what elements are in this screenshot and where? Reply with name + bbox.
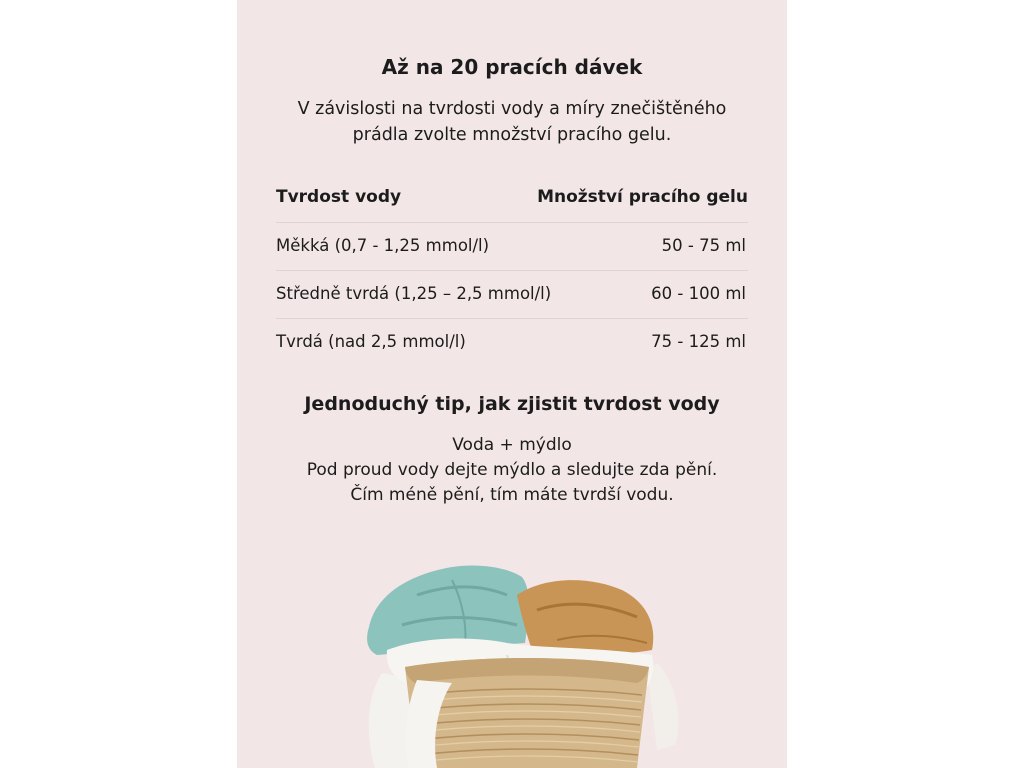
- column-header-hardness: Tvrdost vody: [276, 187, 402, 207]
- table-row: [276, 222, 748, 270]
- laundry-basket-illustration: [357, 555, 687, 768]
- intro-line: prádla zvolte množství pracího gelu.: [352, 125, 672, 145]
- tip-line: Pod proud vody dejte mýdlo a sledujte zda pění.: [306, 460, 718, 480]
- info-panel: [237, 0, 787, 768]
- tip-text: [257, 433, 767, 508]
- intro-text: [277, 96, 747, 148]
- amount-cell: 60 - 100 ml: [651, 284, 746, 303]
- hardness-cell: Měkká (0,7 - 1,25 mmol/l): [276, 236, 490, 255]
- column-header-amount: Množství pracího gelu: [537, 187, 748, 207]
- dosage-table: [276, 180, 748, 366]
- table-row: [276, 270, 748, 318]
- tip-title: Jednoduchý tip, jak zjistit tvrdost vody: [304, 393, 720, 415]
- amount-cell: 75 - 125 ml: [651, 332, 746, 351]
- page-title: Až na 20 pracích dávek: [381, 55, 643, 79]
- hardness-cell: Tvrdá (nad 2,5 mmol/l): [276, 332, 466, 351]
- tip-line: Voda + mýdlo: [452, 435, 572, 455]
- hardness-cell: Středně tvrdá (1,25 – 2,5 mmol/l): [276, 284, 552, 303]
- intro-line: V závislosti na tvrdosti vody a míry znečištěného: [297, 99, 727, 119]
- amount-cell: 50 - 75 ml: [661, 236, 746, 255]
- tip-line: Čím méně pění, tím máte tvrdší vodu.: [350, 485, 674, 505]
- table-row: [276, 318, 748, 366]
- table-header: [276, 180, 748, 222]
